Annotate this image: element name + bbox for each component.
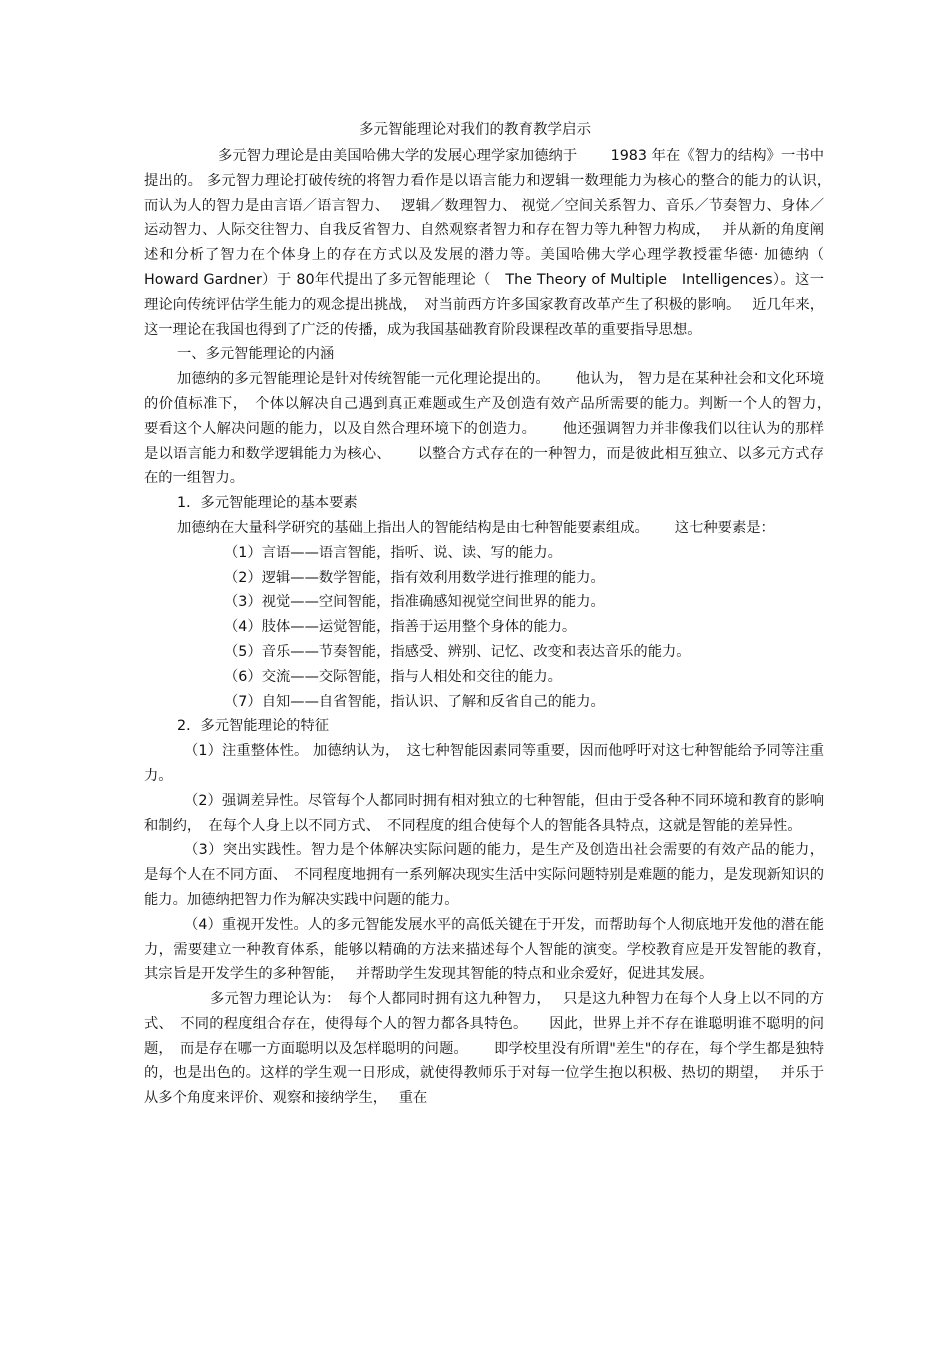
list-item: （5）音乐——节奏智能，指感受、辨别、记忆、改变和表达音乐的能力。 (224, 643, 691, 660)
list-item: （1）言语——语言智能，指听、说、读、写的能力。 (224, 544, 562, 561)
feature-paragraph: （2）强调差异性。尽管每个人都同时拥有相对独立的七种智能，但由于受各种不同环境和教育的影响和制约， 在每个人身上以不同方式、 不同程度的组合使每个人的智能各具特点，这就是智能的差异性。 (144, 792, 824, 834)
feature-paragraph: （4）重视开发性。人的多元智能发展水平的高低关键在于开发，而帮助每个人彻底地开发他的潜在能力，需要建立一种教育体系，能够以精确的方法来描述每个人智能的演变。学校教育应是开发智能的教育， 其宗旨是开发学生的多种智能， 并帮助学生发现其智能的特点和业余爱好，促进其发展。 (144, 916, 843, 983)
elements-list (144, 541, 824, 715)
section-heading: 一、多元智能理论的内涵 (177, 346, 335, 363)
connotation-paragraph: 加德纳的多元智能理论是针对传统智能一元化理论提出的。 他认为， 智力是在某种社会和文化环境的价值标准下， 个体以解决自己遇到真正难题或生产及创造有效产品所需要的能力。判断一个人的智力， 要看这个人解决问题的能力，以及自然合理环境下的创造力。 他还强调智力并非像我们以往认为的那样是以语言能力和数学逻辑能力为核心、 以整合方式存在的一种智力，而是彼此相互独立、以多元方式存在的一组智力。 (144, 371, 839, 487)
list-item: （7）自知——自省智能，指认识、了解和反省自己的能力。 (224, 693, 605, 710)
list-item: （2）逻辑——数学智能，指有效利用数学进行推理的能力。 (224, 569, 605, 586)
list-item: （3）视觉——空间智能，指准确感知视觉空间世界的能力。 (224, 594, 605, 611)
feature-paragraph: （3）突出实践性。智力是个体解决实际问题的能力，是生产及创造出社会需要的有效产品的能力， 是每个人在不同方面、 不同程度地拥有一系列解决现实生活中实际问题特别是难题的能力，是发现新知识的能力。加德纳把智力作为解决实践中问题的能力。 (144, 842, 824, 908)
closing-paragraph: 多元智力理论认为： 每个人都同时拥有这九种智力， 只是这九种智力在每个人身上以不同的方式、 不同的程度组合存在，使得每个人的智力都各具特色。 因此，世界上并不存在谁聪明谁不聪明的问题， 而是存在哪一方面聪明以及怎样聪明的问题。 即学校里没有所谓"差生"的存在，每个学生都是独特的，也是出色的。这样的学生观一日形成，就使得教师乐于对每一位学生抱以积极、热切的期望， 并乐于从多个角度来评价、观察和接纳学生， 重在 (144, 991, 824, 1107)
document-body (144, 144, 858, 1111)
document-title: 多元智能理论对我们的教育教学启示 (359, 122, 591, 138)
intro-paragraph: 多元智力理论是由美国哈佛大学的发展心理学家加德纳于 1983 年在《智力的结构》一书中提出的。 多元智力理论打破传统的将智力看作是以语言能力和逻辑一数理能力为核心的整合的能力的认识， 而认为人的智力是由言语／语言智力、 逻辑／数理智力、 视觉／空间关系智力、音乐／节奏智力、身体／运动智力、人际交往智力、自我反省智力、自然观察者智力和存在智力等九种智力构成， 并从新的角度阐述和分析了智力在个体身上的存在方式以及发展的潜力等。美国哈佛大学心理学教授霍华德· 加德纳（ Howard Gardner）于 80年代提出了多元智能理论（ The Theory of Multiple Intelligences）。这一理论向传统评估学生能力的观念提出挑战， 对当前西方许多国家教育改革产生了积极的影响。 近几年来， 这一理论在我国也得到了广泛的传播，成为我国基础教育阶段课程改革的重要指导思想。 (144, 148, 858, 338)
subsection-heading: 1．多元智能理论的基本要素 (177, 495, 358, 512)
elements-intro-paragraph: 加德纳在大量科学研究的基础上指出人的智能结构是由七种智能要素组成。 这七种要素是： (177, 519, 775, 536)
list-item: （4）肢体——运觉智能，指善于运用整个身体的能力。 (224, 619, 577, 636)
features-heading: 2．多元智能理论的特征 (177, 718, 330, 735)
feature-paragraph: （1）注重整体性。 加德纳认为， 这七种智能因素同等重要，因而他呼吁对这七种智能给予同等注重力。 (144, 743, 824, 784)
list-item: （6）交流——交际智能，指与人相处和交往的能力。 (224, 668, 562, 685)
